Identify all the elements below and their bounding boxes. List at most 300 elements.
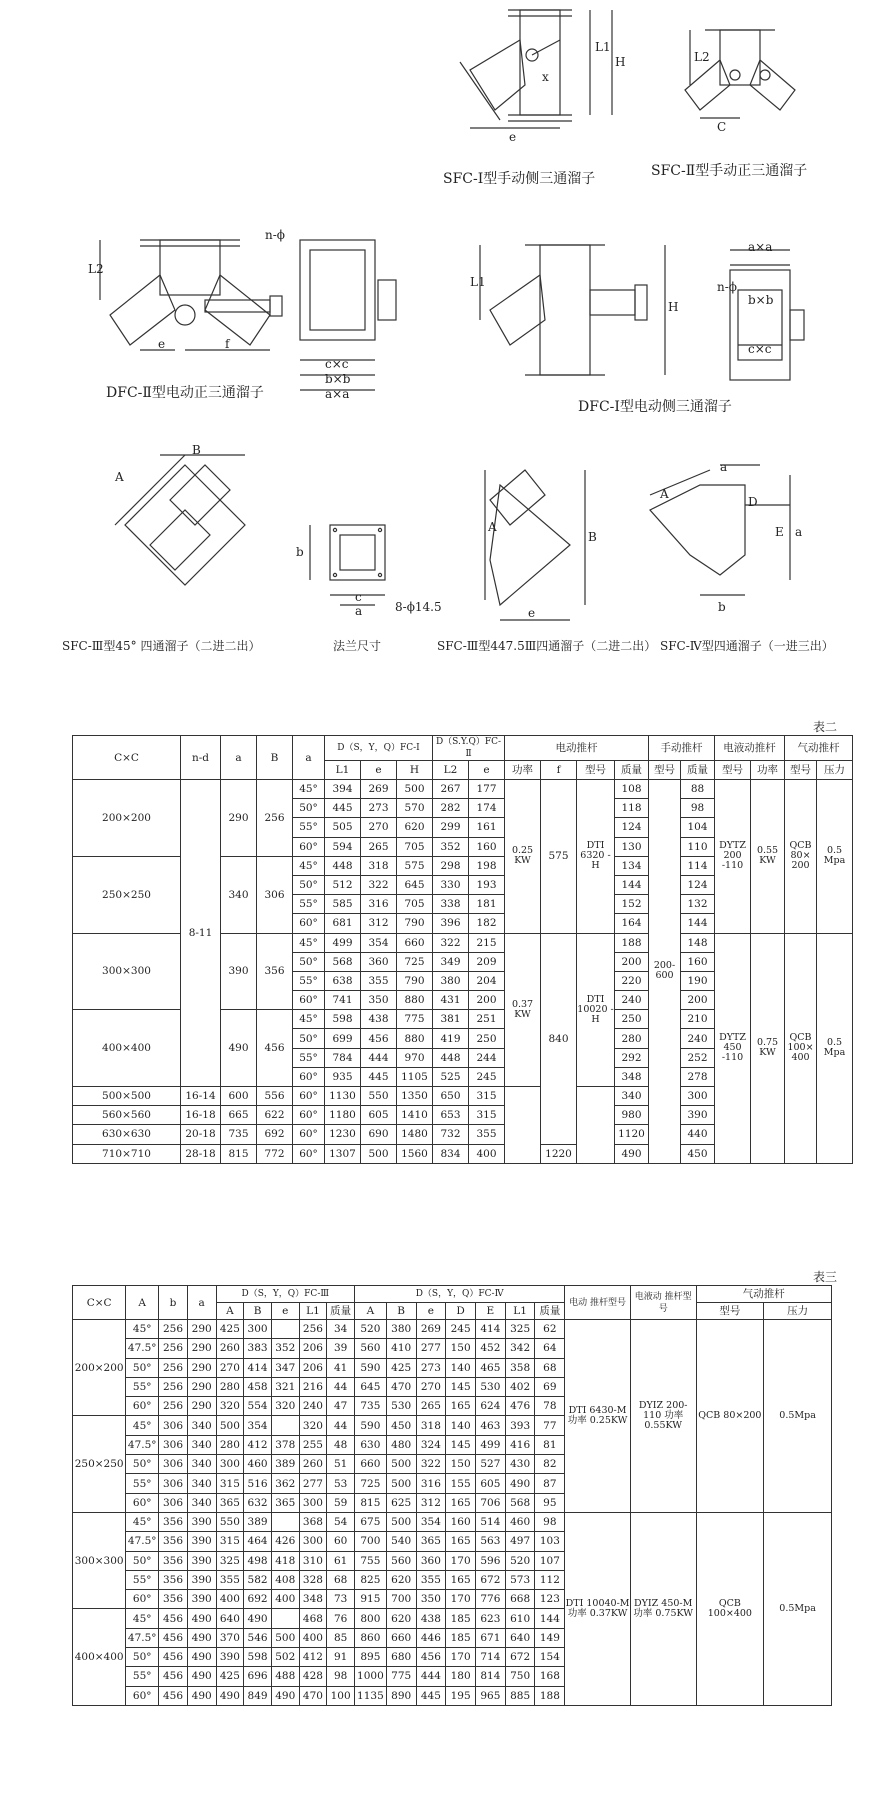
caption-flange: 法兰尺寸 bbox=[333, 639, 382, 653]
cell-mass: 134 bbox=[615, 856, 649, 875]
cell-mass-manual: 148 bbox=[681, 933, 715, 952]
table-cell: 530 bbox=[386, 1397, 416, 1416]
table-cell: 244 bbox=[469, 1048, 505, 1067]
caption-sfc-3-475: SFC-Ⅲ型447.5Ⅲ四通溜子（二进二出） bbox=[437, 639, 657, 653]
table-cell: 55° bbox=[126, 1667, 159, 1686]
table-cell: 490 bbox=[187, 1686, 216, 1705]
table-cell: 245 bbox=[469, 1067, 505, 1086]
cell-mass: 440 bbox=[681, 1125, 715, 1144]
table-cell: 161 bbox=[469, 818, 505, 837]
table-cell: 458 bbox=[244, 1377, 272, 1396]
cell-a: 735 bbox=[221, 1125, 257, 1144]
drawing-sfc-4 bbox=[650, 465, 790, 595]
technical-drawings bbox=[0, 0, 873, 680]
header-electric-model: 电动 推杆型号 bbox=[565, 1286, 631, 1320]
cell-size: 560×560 bbox=[73, 1106, 181, 1125]
table-cell: 324 bbox=[416, 1435, 446, 1454]
table-cell: 350 bbox=[416, 1590, 446, 1609]
table-cell: 270 bbox=[416, 1377, 446, 1396]
table-cell: 306 bbox=[159, 1416, 188, 1435]
cell-a: 340 bbox=[221, 856, 257, 933]
table-cell: 360 bbox=[361, 952, 397, 971]
cell-nd: 20-18 bbox=[181, 1125, 221, 1144]
table-cell: 82 bbox=[535, 1455, 565, 1474]
table-cell: 318 bbox=[416, 1416, 446, 1435]
table-cell: 402 bbox=[505, 1377, 535, 1396]
table-cell: 44 bbox=[327, 1416, 355, 1435]
table-cell: 50° bbox=[293, 875, 325, 894]
table-cell: 170 bbox=[446, 1648, 476, 1667]
cell-mass-manual: 450 bbox=[681, 1144, 715, 1163]
cell-a: 490 bbox=[221, 1010, 257, 1087]
table-cell: 499 bbox=[476, 1435, 506, 1454]
table-cell: 426 bbox=[271, 1532, 299, 1551]
table-cell: 299 bbox=[433, 818, 469, 837]
table-cell: 322 bbox=[361, 875, 397, 894]
cell-mass-manual: 124 bbox=[681, 875, 715, 894]
label-a3: A bbox=[660, 487, 669, 501]
table-cell: 880 bbox=[397, 1029, 433, 1048]
cell-a: 290 bbox=[221, 780, 257, 857]
label-f: f bbox=[225, 337, 230, 351]
table-cell: 267 bbox=[433, 780, 469, 799]
table-cell: 563 bbox=[476, 1532, 506, 1551]
header-f: f bbox=[541, 761, 577, 780]
table-cell: 45° bbox=[293, 933, 325, 952]
drawing-sfc-3-475 bbox=[485, 470, 585, 620]
header-a: A bbox=[126, 1286, 159, 1320]
table-cell: 620 bbox=[386, 1570, 416, 1589]
cell-hydraulic-model: DYIZ 450-M 功率 0.75KW bbox=[630, 1512, 696, 1705]
label-b-small: b bbox=[718, 600, 726, 614]
cell-mass-manual: 132 bbox=[681, 895, 715, 914]
table-cell: 320 bbox=[271, 1397, 299, 1416]
table-cell: 1350 bbox=[397, 1087, 433, 1106]
table-cell: 47.5° bbox=[126, 1435, 159, 1454]
table-cell: 349 bbox=[433, 952, 469, 971]
table-cell: 149 bbox=[535, 1628, 565, 1647]
table-cell: 834 bbox=[433, 1144, 469, 1163]
table-cell: 1307 bbox=[325, 1144, 361, 1163]
table-cell: 165 bbox=[446, 1570, 476, 1589]
table-cell: 430 bbox=[505, 1455, 535, 1474]
table-cell: 516 bbox=[244, 1474, 272, 1493]
cell-mass-manual: 300 bbox=[681, 1087, 715, 1106]
header-mass: 质量 bbox=[615, 761, 649, 780]
table-cell: 640 bbox=[216, 1609, 244, 1628]
table-cell: 60° bbox=[293, 991, 325, 1010]
label-a-small: a bbox=[720, 460, 728, 474]
table-cell: 630 bbox=[355, 1435, 387, 1454]
cell-angle: 60° bbox=[293, 1106, 325, 1125]
cell-mass: 144 bbox=[615, 875, 649, 894]
header-power-hydraulic: 功率 bbox=[751, 761, 785, 780]
header-mass3: 质量 bbox=[327, 1303, 355, 1320]
cell-f: 575 bbox=[541, 780, 577, 934]
table-cell: 368 bbox=[299, 1512, 327, 1531]
table-cell: 490 bbox=[505, 1474, 535, 1493]
table-cell: 273 bbox=[416, 1358, 446, 1377]
table-cell: 419 bbox=[433, 1029, 469, 1048]
cell-pneumatic-model: QCB 100× 400 bbox=[785, 933, 817, 1163]
cell-power: 0.37 KW bbox=[505, 933, 541, 1087]
table-cell: 290 bbox=[187, 1397, 216, 1416]
header-e3: e bbox=[271, 1303, 299, 1320]
table-cell: 103 bbox=[535, 1532, 565, 1551]
header-mass-manual: 质量 bbox=[681, 761, 715, 780]
table-cell: 560 bbox=[386, 1551, 416, 1570]
cell-pneumatic-model: QCB 80×200 bbox=[696, 1320, 764, 1513]
table-cell: 340 bbox=[187, 1416, 216, 1435]
table-cell: 895 bbox=[355, 1648, 387, 1667]
table-cell: 750 bbox=[505, 1667, 535, 1686]
label-d: D bbox=[748, 495, 758, 509]
table-cell: 165 bbox=[446, 1493, 476, 1512]
table-cell: 182 bbox=[469, 914, 505, 933]
table-cell: 41 bbox=[327, 1358, 355, 1377]
table-cell: 365 bbox=[216, 1493, 244, 1512]
label-nphi2: n-ϕ bbox=[717, 280, 737, 294]
table-cell: 735 bbox=[355, 1397, 387, 1416]
table-cell: 815 bbox=[355, 1493, 387, 1512]
label-e2: e bbox=[158, 337, 166, 351]
label-e: e bbox=[509, 130, 517, 144]
table-cell: 696 bbox=[244, 1667, 272, 1686]
cell-nd: 16-14 bbox=[181, 1087, 221, 1106]
table-cell: 47.5° bbox=[126, 1628, 159, 1647]
table-cell: 705 bbox=[397, 895, 433, 914]
table-cell: 668 bbox=[505, 1590, 535, 1609]
table-cell: 160 bbox=[469, 837, 505, 856]
table-cell: 490 bbox=[244, 1609, 272, 1628]
table-cell: 699 bbox=[325, 1029, 361, 1048]
table-cell: 476 bbox=[505, 1397, 535, 1416]
table-cell: 64 bbox=[535, 1339, 565, 1358]
table-cell: 732 bbox=[433, 1125, 469, 1144]
table-cell: 530 bbox=[476, 1377, 506, 1396]
table-cell: 396 bbox=[433, 914, 469, 933]
table-cell: 55° bbox=[126, 1377, 159, 1396]
table-cell: 328 bbox=[299, 1570, 327, 1589]
table-cell: 315 bbox=[216, 1474, 244, 1493]
table-cell: 112 bbox=[535, 1570, 565, 1589]
table-cell: 825 bbox=[355, 1570, 387, 1589]
table-cell: 590 bbox=[355, 1416, 387, 1435]
cell-mass-manual: 190 bbox=[681, 971, 715, 990]
table-3 bbox=[72, 1285, 832, 1706]
table-cell: 431 bbox=[433, 991, 469, 1010]
header-e2: e bbox=[469, 761, 505, 780]
table-cell: 300 bbox=[299, 1493, 327, 1512]
cell-hydraulic-power: 0.75 KW bbox=[751, 933, 785, 1163]
table-cell: 200 bbox=[469, 991, 505, 1010]
table-cell: 525 bbox=[433, 1067, 469, 1086]
table-cell: 95 bbox=[535, 1493, 565, 1512]
table-cell: 445 bbox=[416, 1686, 446, 1705]
table-cell: 650 bbox=[433, 1087, 469, 1106]
table-cell: 885 bbox=[505, 1686, 535, 1705]
table-cell: 355 bbox=[416, 1570, 446, 1589]
header-electric-pushrod: 电动推杆 bbox=[505, 736, 649, 761]
table-cell bbox=[271, 1609, 299, 1628]
table-cell: 170 bbox=[446, 1551, 476, 1570]
cell-mass: 240 bbox=[615, 991, 649, 1010]
cell-power: 0.25 KW bbox=[505, 780, 541, 934]
table-cell: 34 bbox=[327, 1320, 355, 1339]
table-cell: 645 bbox=[397, 875, 433, 894]
cell-electric-model: DTI 10040-M 功率 0.37KW bbox=[565, 1512, 631, 1705]
table-cell: 490 bbox=[187, 1628, 216, 1647]
header-b: B bbox=[257, 736, 293, 780]
header-manual-pushrod: 手动推杆 bbox=[649, 736, 715, 761]
table-cell: 598 bbox=[244, 1648, 272, 1667]
table-cell: 352 bbox=[271, 1339, 299, 1358]
cell-mass-manual: 252 bbox=[681, 1048, 715, 1067]
header-pressure: 压力 bbox=[764, 1303, 832, 1320]
cell-mass-manual: 110 bbox=[681, 837, 715, 856]
table-cell: 55° bbox=[293, 818, 325, 837]
drawing-flange bbox=[310, 525, 385, 605]
table-cell: 605 bbox=[476, 1474, 506, 1493]
table-cell bbox=[271, 1512, 299, 1531]
table-cell: 277 bbox=[416, 1339, 446, 1358]
table-cell: 50° bbox=[126, 1358, 159, 1377]
table-cell: 245 bbox=[446, 1320, 476, 1339]
table-cell: 298 bbox=[433, 856, 469, 875]
table-cell: 456 bbox=[416, 1648, 446, 1667]
table-cell: 488 bbox=[271, 1667, 299, 1686]
header-pressure: 压力 bbox=[817, 761, 853, 780]
table-cell: 91 bbox=[327, 1648, 355, 1667]
table-cell: 260 bbox=[216, 1339, 244, 1358]
table-cell: 498 bbox=[244, 1551, 272, 1570]
table-cell: 50° bbox=[126, 1648, 159, 1667]
cell-a: 815 bbox=[221, 1144, 257, 1163]
table-cell: 660 bbox=[355, 1455, 387, 1474]
table-cell: 360 bbox=[416, 1551, 446, 1570]
table-cell: 512 bbox=[325, 875, 361, 894]
table-cell: 60° bbox=[293, 914, 325, 933]
cell-size: 500×500 bbox=[73, 1087, 181, 1106]
table-cell: 81 bbox=[535, 1435, 565, 1454]
table-cell: 325 bbox=[505, 1320, 535, 1339]
cell-mass-manual: 200 bbox=[681, 991, 715, 1010]
table-cell: 140 bbox=[446, 1358, 476, 1377]
cell-f: 840 bbox=[541, 933, 577, 1144]
table-cell: 69 bbox=[535, 1377, 565, 1396]
table-cell: 456 bbox=[159, 1609, 188, 1628]
table-cell: 251 bbox=[469, 1010, 505, 1029]
table-cell: 55° bbox=[293, 971, 325, 990]
cell-hydraulic-model: DYTZ 450 -110 bbox=[715, 933, 751, 1163]
table-cell: 445 bbox=[361, 1067, 397, 1086]
table-cell: 315 bbox=[469, 1106, 505, 1125]
table-cell: 165 bbox=[446, 1532, 476, 1551]
table-cell: 68 bbox=[327, 1570, 355, 1589]
cell-manual-model: 200- 600 bbox=[649, 780, 681, 1164]
header-power: 功率 bbox=[505, 761, 541, 780]
table-cell: 47.5° bbox=[126, 1532, 159, 1551]
table-cell: 269 bbox=[416, 1320, 446, 1339]
cell-hydraulic-model: DYTZ 200 -110 bbox=[715, 780, 751, 934]
table-cell: 204 bbox=[469, 971, 505, 990]
table-cell: 322 bbox=[433, 933, 469, 952]
table-cell: 51 bbox=[327, 1455, 355, 1474]
cell-hydraulic-power: 0.55 KW bbox=[751, 780, 785, 934]
table-cell: 100 bbox=[327, 1686, 355, 1705]
table-cell: 935 bbox=[325, 1067, 361, 1086]
table-cell: 460 bbox=[505, 1512, 535, 1531]
table-cell: 55° bbox=[126, 1474, 159, 1493]
table-cell: 660 bbox=[397, 933, 433, 952]
table-cell: 573 bbox=[505, 1570, 535, 1589]
table-cell: 380 bbox=[433, 971, 469, 990]
table-cell: 520 bbox=[505, 1551, 535, 1570]
table-cell: 393 bbox=[505, 1416, 535, 1435]
table-cell: 412 bbox=[299, 1648, 327, 1667]
table-cell: 605 bbox=[361, 1106, 397, 1125]
table-cell: 776 bbox=[476, 1590, 506, 1609]
cell-pressure: 0.5 Mpa bbox=[817, 933, 853, 1163]
table-cell: 306 bbox=[159, 1435, 188, 1454]
table-cell: 672 bbox=[476, 1570, 506, 1589]
table-cell: 270 bbox=[361, 818, 397, 837]
header-mass4: 质量 bbox=[535, 1303, 565, 1320]
header-a3: A bbox=[216, 1303, 244, 1320]
table-cell: 195 bbox=[446, 1686, 476, 1705]
caption-dfc-1: DFC-Ⅰ型电动侧三通溜子 bbox=[578, 399, 732, 415]
header-l4: L1 bbox=[505, 1303, 535, 1320]
table-cell: 970 bbox=[397, 1048, 433, 1067]
cell-mass-manual: 278 bbox=[681, 1067, 715, 1086]
table-cell: 312 bbox=[416, 1493, 446, 1512]
table-cell: 448 bbox=[325, 856, 361, 875]
drawing-sfc-2 bbox=[685, 30, 795, 118]
table-cell: 300 bbox=[299, 1532, 327, 1551]
table-cell: 554 bbox=[244, 1397, 272, 1416]
table-cell: 428 bbox=[299, 1667, 327, 1686]
table-cell: 215 bbox=[469, 933, 505, 952]
table-cell: 318 bbox=[361, 856, 397, 875]
table-cell: 321 bbox=[271, 1377, 299, 1396]
label-c: C bbox=[717, 120, 727, 134]
header-d4: D bbox=[446, 1303, 476, 1320]
header-a-small: a bbox=[187, 1286, 216, 1320]
cell-size: 200×200 bbox=[73, 780, 181, 857]
header-a4: A bbox=[355, 1303, 387, 1320]
table-cell: 354 bbox=[416, 1512, 446, 1531]
table-cell: 880 bbox=[397, 991, 433, 1010]
label-a2: A bbox=[488, 520, 497, 534]
table-cell: 354 bbox=[361, 933, 397, 952]
table-cell: 514 bbox=[476, 1512, 506, 1531]
table-cell: 390 bbox=[187, 1512, 216, 1531]
cell-b: 256 bbox=[257, 780, 293, 857]
table-cell: 356 bbox=[159, 1512, 188, 1531]
cell-mass: 490 bbox=[615, 1144, 649, 1163]
table-cell: 849 bbox=[244, 1686, 272, 1705]
table-cell: 725 bbox=[397, 952, 433, 971]
header-l3: L1 bbox=[299, 1303, 327, 1320]
header-pneumatic-pushrod: 气动推杆 bbox=[785, 736, 853, 761]
table-cell: 280 bbox=[216, 1377, 244, 1396]
label-cxc: c×c bbox=[325, 357, 349, 371]
table-cell: 400 bbox=[271, 1590, 299, 1609]
table-cell: 256 bbox=[159, 1339, 188, 1358]
table-cell: 240 bbox=[299, 1397, 327, 1416]
table-cell: 55° bbox=[293, 1048, 325, 1067]
table-cell: 73 bbox=[327, 1590, 355, 1609]
cell-mass: 348 bbox=[615, 1067, 649, 1086]
table-cell: 85 bbox=[327, 1628, 355, 1647]
table-cell: 39 bbox=[327, 1339, 355, 1358]
label-axa2: a×a bbox=[748, 240, 773, 254]
header-model-hydraulic: 型号 bbox=[715, 761, 751, 780]
table-cell: 623 bbox=[476, 1609, 506, 1628]
table-cell: 306 bbox=[159, 1493, 188, 1512]
cell-mass-manual: 88 bbox=[681, 780, 715, 799]
table-cell bbox=[271, 1416, 299, 1435]
table-cell: 390 bbox=[187, 1532, 216, 1551]
table-cell: 400 bbox=[299, 1628, 327, 1647]
table-cell: 640 bbox=[505, 1628, 535, 1647]
table-cell: 45° bbox=[126, 1320, 159, 1339]
table-cell: 140 bbox=[446, 1416, 476, 1435]
table-cell: 414 bbox=[244, 1358, 272, 1377]
header-nd: n-d bbox=[181, 736, 221, 780]
table-cell: 470 bbox=[386, 1377, 416, 1396]
table-cell: 725 bbox=[355, 1474, 387, 1493]
table-cell: 255 bbox=[299, 1435, 327, 1454]
table-cell: 775 bbox=[386, 1667, 416, 1686]
table-cell: 340 bbox=[187, 1435, 216, 1454]
table-cell: 814 bbox=[476, 1667, 506, 1686]
table-cell: 154 bbox=[535, 1648, 565, 1667]
table-cell: 290 bbox=[187, 1377, 216, 1396]
table-cell: 60° bbox=[126, 1397, 159, 1416]
label-l2: L2 bbox=[694, 50, 710, 64]
cell-mass-manual: 98 bbox=[681, 799, 715, 818]
table-cell: 320 bbox=[299, 1416, 327, 1435]
table-row bbox=[73, 1320, 832, 1339]
label-e: E bbox=[775, 525, 784, 539]
table-cell: 50° bbox=[293, 952, 325, 971]
table-cell: 775 bbox=[397, 1010, 433, 1029]
table-cell: 174 bbox=[469, 799, 505, 818]
cell-a: 390 bbox=[221, 933, 257, 1010]
table-cell: 60 bbox=[327, 1532, 355, 1551]
table-cell: 256 bbox=[159, 1397, 188, 1416]
table-cell: 59 bbox=[327, 1493, 355, 1512]
table-cell: 1560 bbox=[397, 1144, 433, 1163]
table-cell: 282 bbox=[433, 799, 469, 818]
table-cell: 550 bbox=[361, 1087, 397, 1106]
table-cell: 150 bbox=[446, 1455, 476, 1474]
label-flange-b: b bbox=[296, 545, 304, 559]
table-cell: 620 bbox=[397, 818, 433, 837]
cell-size: 250×250 bbox=[73, 1416, 126, 1512]
table-cell: 256 bbox=[299, 1320, 327, 1339]
table-cell: 470 bbox=[299, 1686, 327, 1705]
table-cell: 625 bbox=[386, 1493, 416, 1512]
table-cell: 505 bbox=[325, 818, 361, 837]
table-cell: 185 bbox=[446, 1628, 476, 1647]
cell-mass-manual: 144 bbox=[681, 914, 715, 933]
table-cell: 690 bbox=[361, 1125, 397, 1144]
cell-model: DTI 6320 -H bbox=[577, 780, 615, 934]
table-cell: 55° bbox=[126, 1570, 159, 1589]
table-cell: 273 bbox=[361, 799, 397, 818]
